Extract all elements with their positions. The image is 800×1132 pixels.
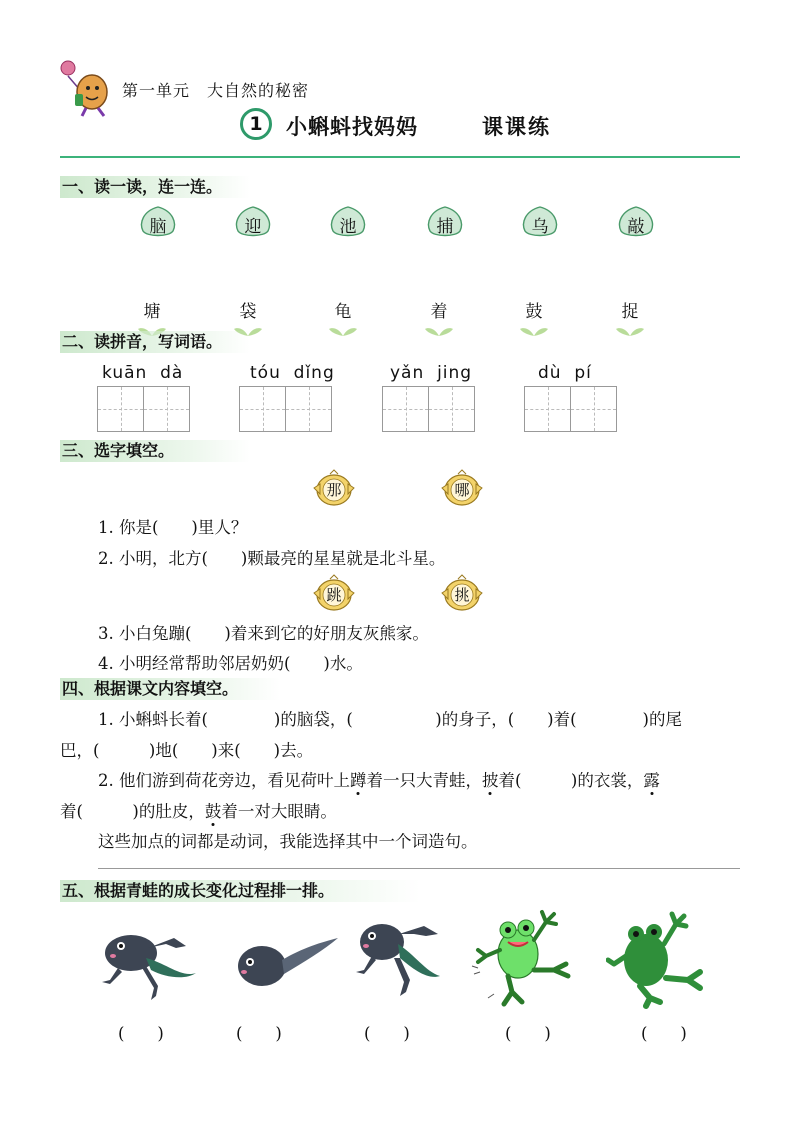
header-divider xyxy=(60,156,740,158)
top-char: 捕 xyxy=(436,217,454,237)
choice-char: 跳 xyxy=(326,586,342,604)
sprout-icon xyxy=(518,325,550,337)
section-5-title: 五、根据青蛙的成长变化过程排一排。 xyxy=(60,880,420,902)
writing-box[interactable] xyxy=(143,386,190,432)
passage-text: 2. 他们游到荷花旁边，看见荷叶上 xyxy=(98,771,350,790)
dotted-verb: 披 xyxy=(482,771,499,790)
choice-char: 挑 xyxy=(454,586,470,604)
bottom-char: 龟 xyxy=(334,302,352,322)
sprout-card[interactable] xyxy=(327,297,359,341)
tadpole-legs-icon xyxy=(96,918,216,1008)
passage-1-line-2: 巴，( )地( )来( )去。 xyxy=(60,741,314,760)
writing-box[interactable] xyxy=(285,386,332,432)
bottom-char: 塘 xyxy=(143,302,161,322)
sprout-card[interactable] xyxy=(518,297,550,341)
lesson-number-badge: 1 xyxy=(240,108,272,140)
sprout-icon xyxy=(614,325,646,337)
top-char: 敲 xyxy=(627,217,645,237)
pinyin-group-3 xyxy=(390,363,472,383)
passage-text: 着一只大青蛙， xyxy=(366,771,482,790)
fill-question-1: 1. 你是( )里人？ xyxy=(98,518,248,537)
lesson-tag: 课课练 xyxy=(482,114,551,139)
lesson-title: 小蝌蚪找妈妈 xyxy=(286,114,418,139)
answer-line[interactable] xyxy=(98,868,740,869)
passage-2-line-1 xyxy=(98,767,660,791)
fill-question-3: 3. 小白兔蹦( )着来到它的好朋友灰熊家。 xyxy=(98,624,429,643)
choice-char: 哪 xyxy=(454,481,470,499)
choice-chick[interactable] xyxy=(310,468,358,512)
top-char: 乌 xyxy=(531,217,549,237)
pinyin-syllable: tóu xyxy=(250,363,281,383)
dotted-verb: 鼓 xyxy=(204,802,222,821)
pinyin-group-4 xyxy=(538,363,592,383)
frog-dark-icon xyxy=(606,908,706,1010)
passage-text: 着( )的肚皮， xyxy=(60,802,205,821)
tadpole-icon xyxy=(232,928,342,998)
fill-question-2: 2. 小明，北方( )颗最亮的星星就是北斗星。 xyxy=(98,549,446,568)
pinyin-syllable: yǎn xyxy=(390,363,425,383)
writing-box[interactable] xyxy=(97,386,144,432)
pinyin-syllable: dà xyxy=(160,363,184,383)
section-1-title: 一、读一读，连一连。 xyxy=(60,176,250,198)
passage-1-line-1: 1. 小蝌蚪长着( )的脑袋，( )的身子，( )着( )的尾 xyxy=(98,710,682,729)
tadpole-four-legs-icon xyxy=(354,914,454,1006)
passage-text: 着( )的衣裳， xyxy=(498,771,644,790)
choice-chick[interactable] xyxy=(310,573,358,617)
top-char: 池 xyxy=(339,217,357,237)
sprout-icon xyxy=(327,325,359,337)
pinyin-group-1 xyxy=(102,363,183,383)
fill-question-4: 4. 小明经常帮助邻居奶奶( )水。 xyxy=(98,654,363,673)
pinyin-syllable: dù xyxy=(538,363,562,383)
bottom-char: 鼓 xyxy=(525,302,543,322)
order-blank-3[interactable]: ( ) xyxy=(364,1024,410,1043)
sprout-card[interactable] xyxy=(614,297,646,341)
order-blank-4[interactable]: ( ) xyxy=(505,1024,551,1043)
writing-box[interactable] xyxy=(524,386,571,432)
bottom-char: 着 xyxy=(430,302,448,322)
pinyin-syllable: kuān xyxy=(102,363,148,383)
sprout-card[interactable] xyxy=(423,297,455,341)
sprout-icon xyxy=(423,325,455,337)
pinyin-syllable: jing xyxy=(437,363,473,383)
writing-box[interactable] xyxy=(428,386,475,432)
dotted-verb: 露 xyxy=(643,771,660,790)
unit-title: 第一单元 大自然的秘密 xyxy=(122,81,310,100)
order-blank-5[interactable]: ( ) xyxy=(641,1024,687,1043)
pinyin-group-2 xyxy=(250,363,335,383)
pinyin-syllable: pí xyxy=(574,363,592,383)
bottom-char: 捉 xyxy=(621,302,639,322)
top-char: 脑 xyxy=(149,217,167,237)
top-char: 迎 xyxy=(244,217,262,237)
choice-chick[interactable] xyxy=(438,573,486,617)
section-2-title: 二、读拼音，写词语。 xyxy=(60,331,250,353)
choice-char: 那 xyxy=(326,481,342,499)
dotted-verb: 蹲 xyxy=(350,771,367,790)
order-blank-1[interactable]: ( ) xyxy=(118,1024,164,1043)
choice-chick[interactable] xyxy=(438,468,486,512)
pinyin-syllable: dǐng xyxy=(293,363,335,383)
frog-bright-icon xyxy=(468,906,578,1012)
bottom-char: 袋 xyxy=(239,302,257,322)
passage-3: 这些加点的词都是动词，我能选择其中一个词造句。 xyxy=(98,832,478,851)
passage-text: 着一对大眼睛。 xyxy=(221,802,337,821)
writing-box[interactable] xyxy=(382,386,429,432)
mascot-icon xyxy=(58,56,118,118)
section-4-title: 四、根据课文内容填空。 xyxy=(60,678,280,700)
order-blank-2[interactable]: ( ) xyxy=(236,1024,282,1043)
writing-box[interactable] xyxy=(239,386,286,432)
section-3-title: 三、选字填空。 xyxy=(60,440,250,462)
passage-2-line-2 xyxy=(60,798,337,822)
writing-box[interactable] xyxy=(570,386,617,432)
